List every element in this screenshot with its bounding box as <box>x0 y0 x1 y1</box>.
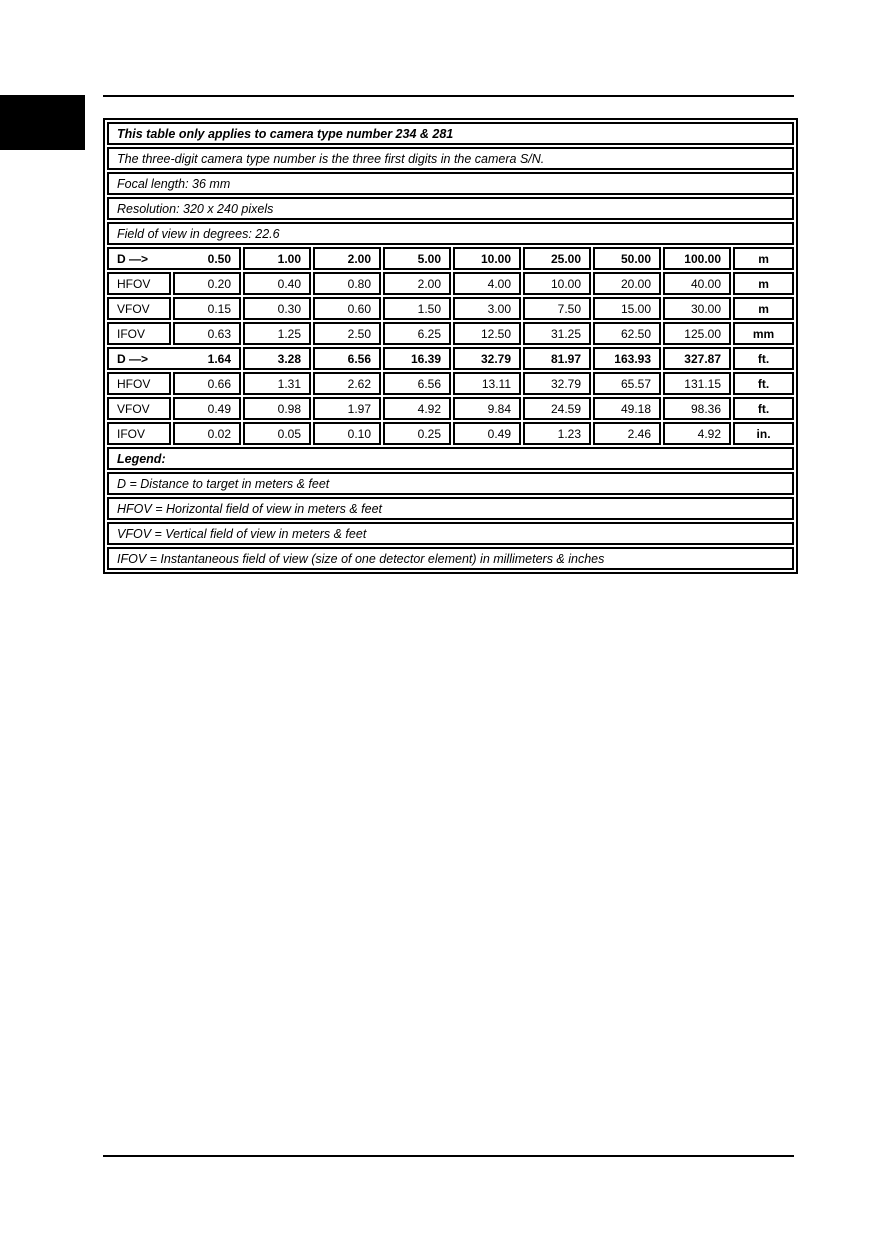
value-cell: 30.00 <box>663 297 731 320</box>
value-cell: 0.15 <box>173 297 241 320</box>
value-cell: 12.50 <box>453 322 521 345</box>
row-label-cell: IFOV <box>107 422 171 445</box>
d-value-cell: 6.56 <box>313 347 381 370</box>
value-cell: 0.63 <box>173 322 241 345</box>
d-value-cell: 100.00 <box>663 247 731 270</box>
legend-row-cell: D = Distance to target in meters & feet <box>107 472 794 495</box>
row-label-cell: HFOV <box>107 372 171 395</box>
value-cell: 0.49 <box>453 422 521 445</box>
footer-rule <box>103 1155 794 1157</box>
value-cell: 15.00 <box>593 297 661 320</box>
row-label-cell: VFOV <box>107 297 171 320</box>
value-cell: 6.56 <box>383 372 451 395</box>
d-value-cell: 10.00 <box>453 247 521 270</box>
info-row <box>107 147 794 170</box>
row-label-cell: HFOV <box>107 272 171 295</box>
value-cell: 62.50 <box>593 322 661 345</box>
legend-row <box>107 547 794 570</box>
d-value-cell: 5.00 <box>383 247 451 270</box>
legend-row <box>107 472 794 495</box>
value-cell: 13.11 <box>453 372 521 395</box>
d-value-cell: 3.28 <box>243 347 311 370</box>
value-cell: 6.25 <box>383 322 451 345</box>
d-value-cell: 2.00 <box>313 247 381 270</box>
d-row-merged-cell <box>107 347 241 370</box>
legend-title-row <box>107 447 794 470</box>
fov-row <box>107 422 794 445</box>
fov-row <box>107 322 794 345</box>
value-cell: 2.00 <box>383 272 451 295</box>
value-cell: 4.92 <box>383 397 451 420</box>
value-cell: 4.92 <box>663 422 731 445</box>
unit-cell: m <box>733 297 794 320</box>
value-cell: 0.02 <box>173 422 241 445</box>
value-cell: 0.80 <box>313 272 381 295</box>
unit-cell: ft. <box>733 372 794 395</box>
info-row <box>107 122 794 145</box>
d-row <box>107 347 794 370</box>
fov-row <box>107 397 794 420</box>
info-row <box>107 197 794 220</box>
d-row-label: D —> <box>117 251 149 266</box>
value-cell: 1.25 <box>243 322 311 345</box>
value-cell: 0.98 <box>243 397 311 420</box>
d-value-cell: 32.79 <box>453 347 521 370</box>
info-row <box>107 222 794 245</box>
value-cell: 4.00 <box>453 272 521 295</box>
value-cell: 32.79 <box>523 372 591 395</box>
table-info-row-cell: Resolution: 320 x 240 pixels <box>107 197 794 220</box>
legend-row-cell: VFOV = Vertical field of view in meters & feet <box>107 522 794 545</box>
value-cell: 2.62 <box>313 372 381 395</box>
d-value-cell: 25.00 <box>523 247 591 270</box>
header-rule <box>103 95 794 97</box>
unit-cell: ft. <box>733 397 794 420</box>
value-cell: 1.97 <box>313 397 381 420</box>
value-cell: 125.00 <box>663 322 731 345</box>
value-cell: 0.49 <box>173 397 241 420</box>
value-cell: 31.25 <box>523 322 591 345</box>
fov-row <box>107 272 794 295</box>
legend-row-cell: IFOV = Instantaneous field of view (size of one detector element) in millimeters & inches <box>107 547 794 570</box>
d-value-cell: 327.87 <box>663 347 731 370</box>
value-cell: 49.18 <box>593 397 661 420</box>
d-value-cell: 163.93 <box>593 347 661 370</box>
value-cell: 1.50 <box>383 297 451 320</box>
unit-cell: m <box>733 272 794 295</box>
legend-row <box>107 497 794 520</box>
fov-row <box>107 372 794 395</box>
value-cell: 0.40 <box>243 272 311 295</box>
d-value-cell: 16.39 <box>383 347 451 370</box>
legend-row-cell: HFOV = Horizontal field of view in meters & feet <box>107 497 794 520</box>
fov-table <box>103 118 798 574</box>
unit-cell: m <box>733 247 794 270</box>
unit-cell: ft. <box>733 347 794 370</box>
d-value-cell: 1.00 <box>243 247 311 270</box>
row-label-cell: VFOV <box>107 397 171 420</box>
d-row-label: D —> <box>117 351 149 366</box>
value-cell: 10.00 <box>523 272 591 295</box>
value-cell: 24.59 <box>523 397 591 420</box>
value-cell: 0.66 <box>173 372 241 395</box>
value-cell: 131.15 <box>663 372 731 395</box>
unit-cell: in. <box>733 422 794 445</box>
value-cell: 0.20 <box>173 272 241 295</box>
d-value-cell: 50.00 <box>593 247 661 270</box>
value-cell: 1.23 <box>523 422 591 445</box>
value-cell: 20.00 <box>593 272 661 295</box>
value-cell: 0.10 <box>313 422 381 445</box>
value-cell: 2.50 <box>313 322 381 345</box>
value-cell: 65.57 <box>593 372 661 395</box>
d-row-first-value: 0.50 <box>207 251 231 266</box>
row-label-cell: IFOV <box>107 322 171 345</box>
value-cell: 1.31 <box>243 372 311 395</box>
fov-row <box>107 297 794 320</box>
table-info-row-cell: Focal length: 36 mm <box>107 172 794 195</box>
d-row <box>107 247 794 270</box>
d-row-merged-cell <box>107 247 241 270</box>
thumb-index-block <box>0 95 85 150</box>
table-info-row-cell: The three-digit camera type number is the three first digits in the camera S/N. <box>107 147 794 170</box>
value-cell: 2.46 <box>593 422 661 445</box>
legend-row <box>107 522 794 545</box>
value-cell: 98.36 <box>663 397 731 420</box>
value-cell: 0.05 <box>243 422 311 445</box>
table-info-row-cell: This table only applies to camera type number 234 & 281 <box>107 122 794 145</box>
value-cell: 3.00 <box>453 297 521 320</box>
value-cell: 40.00 <box>663 272 731 295</box>
d-row-first-value: 1.64 <box>207 351 231 366</box>
table-info-row-cell: Field of view in degrees: 22.6 <box>107 222 794 245</box>
value-cell: 9.84 <box>453 397 521 420</box>
legend-title-cell: Legend: <box>107 447 794 470</box>
value-cell: 0.25 <box>383 422 451 445</box>
info-row <box>107 172 794 195</box>
unit-cell: mm <box>733 322 794 345</box>
d-value-cell: 81.97 <box>523 347 591 370</box>
value-cell: 7.50 <box>523 297 591 320</box>
value-cell: 0.30 <box>243 297 311 320</box>
value-cell: 0.60 <box>313 297 381 320</box>
